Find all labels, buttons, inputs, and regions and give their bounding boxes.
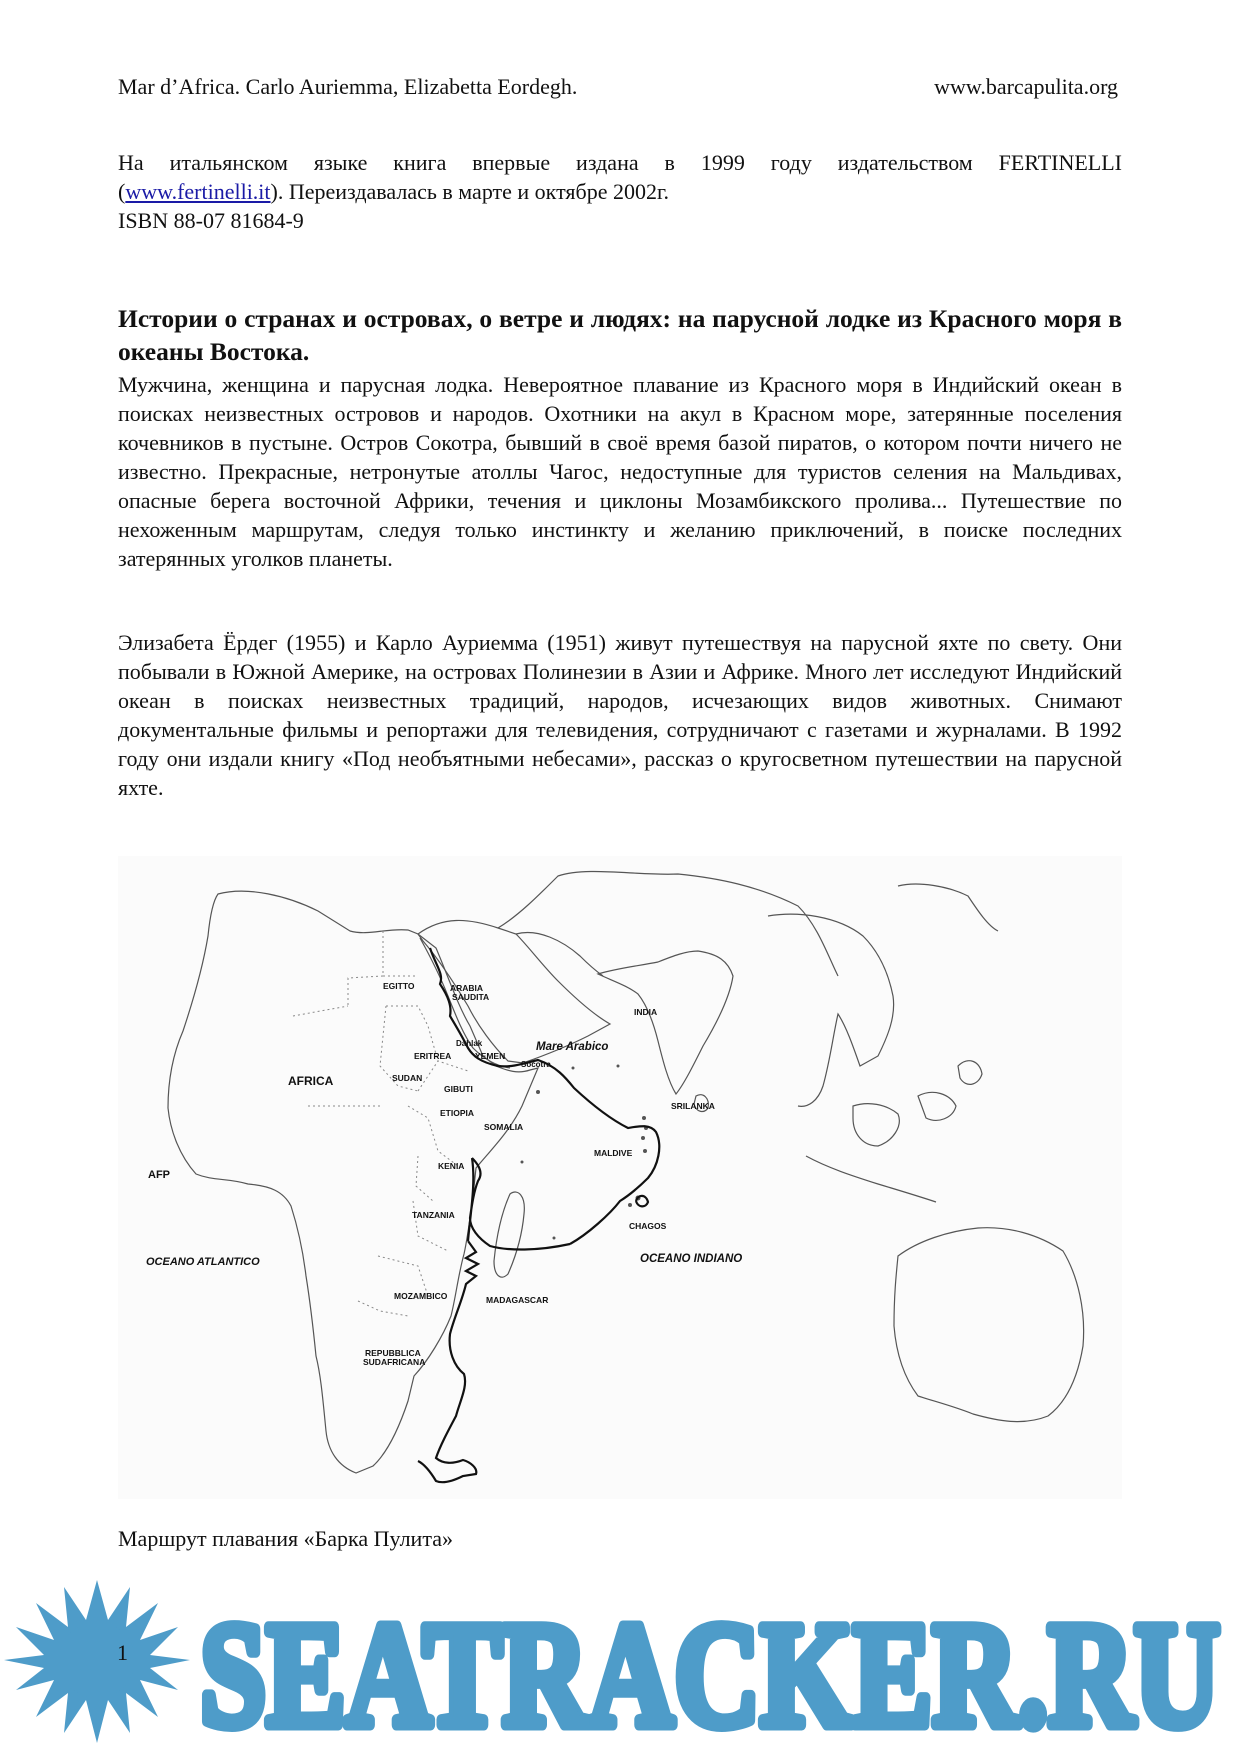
label-etiopia: ETIOPIA <box>440 1108 475 1118</box>
label-africa: AFRICA <box>288 1074 334 1088</box>
intro-line-2 <box>118 177 1122 206</box>
label-eritrea: ERITREA <box>414 1051 452 1061</box>
label-mare-arabico: Mare Arabico <box>536 1041 609 1053</box>
book-title: Истории о странах и островах, о ветре и людях: на парусной лодке из Красного моря в океаны Востока. <box>118 304 1122 366</box>
authors-paragraph: Элизабета Ёрдег (1955) и Карло Ауриемма (1951) живут путешествуя на парусной яхте по свету. Они побывали в Южной Америке, на островах Полинезии в Азии и Африке. Много лет исследуют Индийский океан в поисках неизвестных традиций, народов, исчезающих видов животных. Снимают документальные фильмы и репортажи для телевидения, сотрудничают с газетами и журналами. В 1992 году они издали книгу «Под необъятными небесами», рассказ о кругосветном путешествии на парусной яхте. <box>118 630 1122 800</box>
label-kenia: KENIA <box>438 1161 465 1171</box>
map-labels <box>146 981 742 1367</box>
reprint-note: ). Переиздавалась в марте и октябре 2002г. <box>270 179 670 204</box>
label-gibuti: GIBUTI <box>444 1084 473 1094</box>
watermark-text-fill: SEATRACKER.RU <box>200 1592 1220 1754</box>
label-egitto: EGITTO <box>383 981 415 991</box>
label-oceano-indiano: OCEANO INDIANO <box>640 1253 743 1265</box>
label-arabia-1: ARABIA <box>450 983 484 993</box>
map-caption: Маршрут плавания «Барка Пулита» <box>118 1526 453 1551</box>
label-rsa-1: REPUBBLICA <box>365 1348 421 1358</box>
route-map <box>118 856 1122 1499</box>
label-srilanka: SRILANKA <box>671 1101 715 1111</box>
label-arabia-2: SAUDITA <box>452 992 490 1002</box>
label-dahlak: Dahlak <box>456 1039 483 1048</box>
label-maldive: MALDIVE <box>594 1148 633 1158</box>
label-tanzania: TANZANIA <box>412 1210 455 1220</box>
label-madagascar: MADAGASCAR <box>486 1295 549 1305</box>
header-book-title: Mar d’Africa. Carlo Auriemma, Elizabetta Eordegh. <box>118 74 578 99</box>
intro-line-1: На итальянском языке книга впервые издана в 1999 году издательством FERTINELLI <box>118 150 1122 175</box>
sun-logo-icon <box>4 1580 190 1743</box>
publication-info <box>118 148 1122 235</box>
header-website: www.barcapulita.org <box>934 74 1118 99</box>
watermark-text: SEATRACKER.RU <box>200 1592 1220 1754</box>
description-paragraph: Мужчина, женщина и парусная лодка. Невероятное плавание из Красного моря в Индийский океан в поисках неизвестных островов и народов. Охотники на акул в Красном море, затерянные поселения кочевников в пустыне. Остров Сокотра, бывший в своё время базой пиратов, о котором почти ничего не известно. Прекрасные, нетронутые атоллы Чагос, недоступные для туристов селения на Мальдивах, опасные берега восточной Африки, течения и циклоны Мозамбикского пролива... Путешествие по нехоженным маршрутам, следуя только инстинкту и желанию приключений, в поиске последних затерянных уголков планеты. <box>118 372 1122 571</box>
label-oceano-atlantico: OCEANO ATLANTICO <box>146 1256 260 1268</box>
page-number: 1 <box>117 1640 128 1665</box>
label-mozambico: MOZAMBICO <box>394 1291 448 1301</box>
coastlines <box>168 871 1084 1473</box>
isbn: ISBN 88-07 81684-9 <box>118 208 304 233</box>
label-socotra: Socotra <box>521 1060 551 1069</box>
seatracker-watermark <box>0 1565 1240 1754</box>
label-sudan: SUDAN <box>392 1073 423 1083</box>
label-somalia: SOMALIA <box>484 1122 524 1132</box>
open-paren: ( <box>118 179 126 204</box>
label-chagos: CHAGOS <box>629 1221 667 1231</box>
label-yemen: YEMEN <box>475 1051 506 1061</box>
label-india: INDIA <box>634 1007 658 1017</box>
label-rsa-2: SUDAFRICANA <box>363 1357 426 1367</box>
publisher-link[interactable]: www.fertinelli.it <box>125 179 271 204</box>
route-map-drawing <box>118 856 1122 1499</box>
label-afp: AFP <box>148 1169 170 1181</box>
